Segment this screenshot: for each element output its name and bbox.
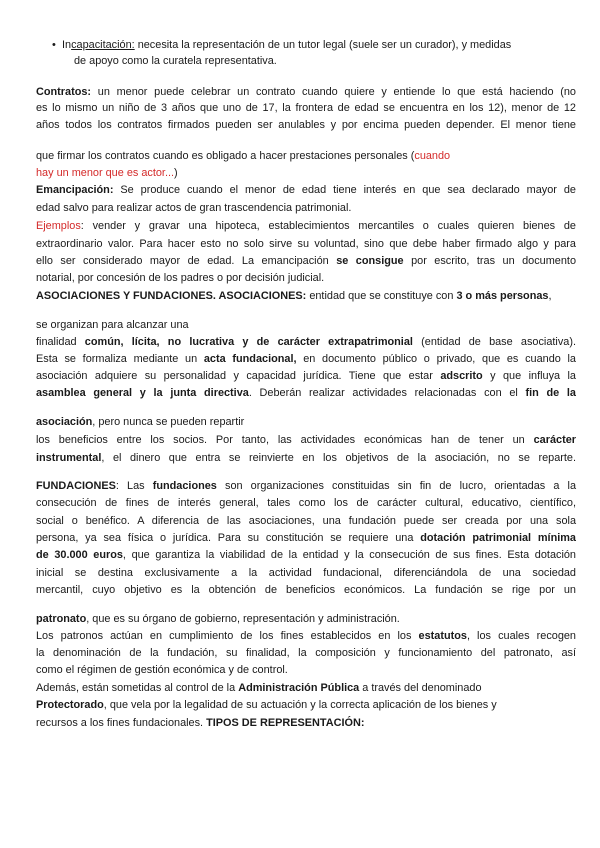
bullet-line-1: Incapacitación: necesita la representación de un tutor legal (suele ser un curador), y medidas: [62, 39, 512, 51]
fundaciones-line-7: mercantil, cuyo objetivo es la obtención de beneficios económicos. La fundación se rige por un: [36, 584, 576, 596]
fundaciones-line-12: Además, están sometidas al control de la Administración Pública a través del denominado: [36, 682, 482, 694]
contratos-line-3: años todos los contratos firmados pueden ser anulables y por encima pueden depender. El menor tiene: [36, 119, 576, 131]
emancipacion-line-3: Ejemplos: vender y gravar una hipoteca, establecimientos mercantiles o cuales quieren bienes de: [36, 220, 576, 232]
contratos-line-4: que firmar los contratos cuando es obligado a hacer prestaciones personales (cuando: [36, 150, 451, 162]
emancipacion-line-5: ello ser considerado mayor de edad. La emancipación se consigue por escrito, tras un documento: [36, 255, 577, 267]
fundaciones-line-11: como el régimen de gestión económica y de control.: [36, 664, 288, 676]
emancipacion-line-6: notarial, por concesión de los padres o por decisión judicial.: [36, 272, 325, 284]
emancipacion-line-4: extraordinario valor. Para hacer esto no solo sirve su voluntad, sino que debe haber firmado algo y para: [36, 238, 576, 250]
contratos-line-2: es lo mismo un niño de 3 años que uno de 17, la frontera de edad se encuentra en los 12), menor de 12: [36, 102, 576, 114]
fundaciones-line-6: inicial se destina exclusivamente a la actividad fundacional, diferenciándola de una sociedad: [36, 567, 576, 579]
fundaciones-line-5: de 30.000 euros, que garantiza la viabilidad de la entidad y la consecución de sus fines. Esta dotación: [36, 549, 576, 561]
asociaciones-line-2: se organizan para alcanzar una: [36, 319, 189, 331]
fundaciones-line-3: social o benéfico. A diferencia de las asociaciones, una fundación puede ser creada por una sola: [36, 515, 576, 527]
asociaciones-line-8: los beneficios entre los socios. Por tanto, las actividades económicas han de tener un carácter: [36, 434, 576, 446]
fundaciones-line-10: la denominación de la fundación, su finalidad, la composición y funcionamiento del patronato, así: [36, 647, 576, 659]
fundaciones-line-8: patronato, que es su órgano de gobierno, representación y administración.: [36, 613, 400, 625]
fundaciones-line-1: FUNDACIONES: Las fundaciones son organizaciones constituidas sin fin de lucro, orientadas a la: [36, 480, 576, 492]
asociaciones-line-7: asociación, pero nunca se pueden repartir: [36, 416, 245, 428]
fundaciones-line-2: consecución de fines de interés general, tales como los de carácter cultural, educativo, científico,: [36, 497, 576, 509]
emancipacion-line-1: Emancipación: Se produce cuando el menor de edad tiene interés en que sea declarado mayor de: [36, 184, 576, 196]
asociaciones-line-4: Esta se formaliza mediante un acta fundacional, en documento público o privado, que es cuando la: [36, 353, 576, 365]
contratos-line-5: hay un menor que es actor...): [36, 167, 178, 179]
contratos-line-1: Contratos: un menor puede celebrar un contrato cuando quiere y entiende lo que está haciendo (no: [36, 86, 576, 98]
asociaciones-line-9: instrumental, el dinero que entra se reinvierte en los objetivos de la asociación, no se reparte.: [36, 452, 576, 464]
fundaciones-line-9: Los patronos actúan en cumplimiento de los fines establecidos en los estatutos, los cuales recogen: [36, 630, 576, 642]
bullet-dot: •: [52, 39, 56, 51]
asociaciones-line-6: asamblea general y la junta directiva. Deberán realizar actividades relacionadas con el fin de la: [36, 387, 576, 399]
asociaciones-line-1: ASOCIACIONES Y FUNDACIONES. ASOCIACIONES: entidad que se constituye con 3 o más personas,: [36, 290, 552, 302]
emancipacion-line-2: edad salvo para realizar actos de gran trascendencia patrimonial.: [36, 202, 352, 214]
fundaciones-line-13: Protectorado, que vela por la legalidad de su actuación y la correcta aplicación de los bienes y: [36, 699, 497, 711]
asociaciones-line-3: finalidad común, lícita, no lucrativa y de carácter extrapatrimonial (entidad de base asociativa).: [36, 336, 576, 348]
bullet-line-2: de apoyo como la curatela representativa.: [74, 55, 277, 67]
fundaciones-line-14: recursos a los fines fundacionales. TIPOS DE REPRESENTACIÓN:: [36, 717, 365, 729]
fundaciones-line-4: persona, ya sea física o jurídica. Para su constitución se requiere una dotación patrimonial mínima: [36, 532, 576, 544]
asociaciones-line-5: asociación adquiere su personalidad y capacidad jurídica. Tiene que estar adscrito y que influya la: [36, 370, 576, 382]
